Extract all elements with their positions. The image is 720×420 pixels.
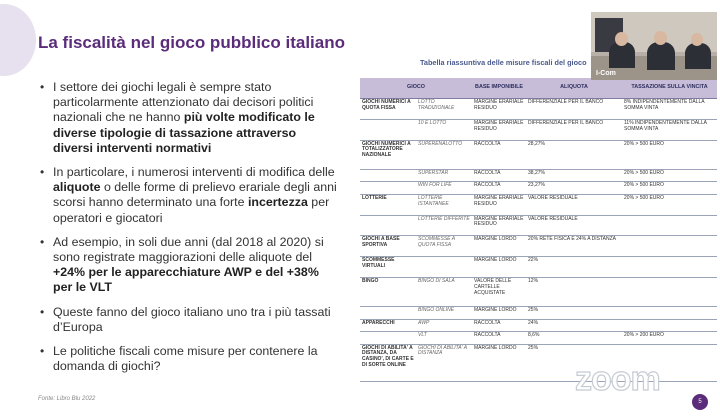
- cell-game: BINGO ONLINE: [416, 306, 472, 319]
- header-tassazione: TASSAZIONE SULLA VINCITA: [622, 78, 717, 99]
- bullet-item: [38, 344, 338, 374]
- cell-winnings-tax: [622, 236, 717, 257]
- source-note: Fonte: Libro Blu 2022: [38, 396, 96, 402]
- cell-rate: 25%: [526, 344, 622, 381]
- cell-category: LOTTERIE: [360, 194, 416, 215]
- cell-rate: 28,27%: [526, 140, 622, 169]
- cell-game: SCOMMESSE A QUOTA FISSA: [416, 236, 472, 257]
- bullet-item: [38, 305, 338, 335]
- bullet-item: [38, 235, 338, 296]
- table-row: [360, 332, 717, 345]
- participant-3: [685, 43, 711, 69]
- header-gioco: GIOCO: [360, 78, 472, 99]
- table-row: [360, 194, 717, 215]
- cell-category: GIOCHI A BASE SPORTIVA: [360, 236, 416, 257]
- bullet-bold-text: +24% per le apparecchiature AWP e del +38% per le VLT: [53, 265, 319, 295]
- table-row: [360, 236, 717, 257]
- participant-video[interactable]: [591, 12, 717, 80]
- cell-game: WIN FOR LIFE: [416, 182, 472, 195]
- cell-winnings-tax: [622, 319, 717, 332]
- table-row: [360, 257, 717, 278]
- cell-category: [360, 306, 416, 319]
- cell-tax-base: RACCOLTA: [472, 169, 526, 182]
- bullet-list: [38, 80, 338, 383]
- table-row: [360, 99, 717, 120]
- header-base-imponibile: BASE IMPONIBILE: [472, 78, 526, 99]
- table-title: Tabella riassuntiva delle misure fiscali del gioco: [420, 58, 587, 67]
- bullet-dot: •: [40, 80, 45, 94]
- bullet-bold-text: aliquote: [53, 180, 101, 195]
- cell-category: GIOCHI NUMERICI A TOTALIZZATORE NAZIONALE: [360, 140, 416, 169]
- cell-rate: DIFFERENZIALE PER IL BANCO: [526, 119, 622, 140]
- cell-tax-base: RACCOLTA: [472, 319, 526, 332]
- cell-category: BINGO: [360, 277, 416, 306]
- cell-rate: 20% RETE FISICA E 24% A DISTANZA: [526, 236, 622, 257]
- table-row: [360, 182, 717, 195]
- cell-tax-base: MARGINE ERARIALE RESIDUO: [472, 215, 526, 236]
- cell-game: BINGO DI SALA: [416, 277, 472, 306]
- cell-category: SCOMMESSE VIRTUALI: [360, 257, 416, 278]
- cell-winnings-tax: 11% INDIPENDENTEMENTE DALLA SOMMA VINTA: [622, 119, 717, 140]
- cell-tax-base: MARGINE LORDO: [472, 236, 526, 257]
- cell-category: [360, 332, 416, 345]
- cell-category: [360, 215, 416, 236]
- cell-rate: 25%: [526, 306, 622, 319]
- table-row: [360, 277, 717, 306]
- cell-rate: 22%: [526, 257, 622, 278]
- cell-rate: VALORE RESIDUALE: [526, 194, 622, 215]
- cell-rate: 8,6%: [526, 332, 622, 345]
- bullet-text: In particolare, i numerosi interventi di modifica delle: [53, 165, 335, 180]
- bullet-item: [38, 80, 338, 156]
- cell-tax-base: VALORE DELLE CARTELLE ACQUISTATE: [472, 277, 526, 306]
- bullet-dot: •: [40, 304, 45, 319]
- table-row: [360, 140, 717, 169]
- table-row: [360, 119, 717, 140]
- header-aliquota: ALIQUOTA: [526, 78, 622, 99]
- participant-2: [647, 42, 675, 70]
- cell-category: APPARECCHI: [360, 319, 416, 332]
- cell-rate: DIFFERENZIALE PER IL BANCO: [526, 99, 622, 120]
- bullet-text: I settore dei giochi legali è sempre stato particolarmente attenzionato dai decisori politici nazionali che ne hanno: [53, 80, 314, 125]
- cell-tax-base: MARGINE LORDO: [472, 306, 526, 319]
- fiscal-measures-table: [360, 78, 717, 382]
- cell-game: LOTTO TRADIZIONALE: [416, 99, 472, 120]
- cell-rate: 24%: [526, 319, 622, 332]
- cell-game: 10 E LOTTO: [416, 119, 472, 140]
- bullet-dot: •: [40, 234, 45, 249]
- cell-winnings-tax: 20% > 500 EURO: [622, 140, 717, 169]
- cell-game: SUPERENALOTTO: [416, 140, 472, 169]
- cell-game: [416, 257, 472, 278]
- cell-tax-base: MARGINE ERARIALE RESIDUO: [472, 99, 526, 120]
- cell-game: SUPERSTAR: [416, 169, 472, 182]
- cell-rate: VALORE RESIDUALE: [526, 215, 622, 236]
- participant-3-head: [691, 33, 703, 46]
- bullet-item: [38, 165, 338, 226]
- cell-winnings-tax: [622, 257, 717, 278]
- cell-game: LOTTERIE ISTANTANEE: [416, 194, 472, 215]
- decorative-shape: [0, 4, 36, 76]
- bullet-text: o delle forme di prelievo erariale degli anni scorsi hanno determinato una forte: [53, 180, 337, 210]
- page-number: 5: [692, 394, 708, 410]
- cell-tax-base: MARGINE ERARIALE RESIDUO: [472, 119, 526, 140]
- cell-category: [360, 119, 416, 140]
- cell-winnings-tax: 20% > 500 EURO: [622, 182, 717, 195]
- cell-game: VLT: [416, 332, 472, 345]
- cell-tax-base: MARGINE LORDO: [472, 257, 526, 278]
- bullet-dot: •: [40, 165, 45, 180]
- bullet-dot: •: [40, 344, 45, 359]
- cell-tax-base: RACCOLTA: [472, 182, 526, 195]
- cell-tax-base: RACCOLTA: [472, 140, 526, 169]
- table-row: [360, 306, 717, 319]
- cell-winnings-tax: [622, 306, 717, 319]
- table-row: [360, 344, 717, 381]
- participant-1-head: [615, 32, 628, 46]
- cell-category: GIOCHI NUMERICI A QUOTA FISSA: [360, 99, 416, 120]
- bullet-text: Ad esempio, in soli due anni (dal 2018 al 2020) si sono registrate maggiorazioni delle aliquote del: [53, 234, 324, 265]
- cell-winnings-tax: [622, 215, 717, 236]
- cell-rate: 38,27%: [526, 169, 622, 182]
- slide-title: La fiscalità nel gioco pubblico italiano: [38, 33, 345, 52]
- cell-category: [360, 182, 416, 195]
- cell-winnings-tax: 20% > 200 EURO: [622, 332, 717, 345]
- cell-game: LOTTERIE DIFFERITE: [416, 215, 472, 236]
- cell-category: [360, 169, 416, 182]
- cell-tax-base: MARGINE ERARIALE RESIDUO: [472, 194, 526, 215]
- cell-rate: 12%: [526, 277, 622, 306]
- cell-tax-base: MARGINE LORDO: [472, 344, 526, 381]
- bullet-text: Queste fanno del gioco italiano uno tra i più tassati d’Europa: [53, 304, 331, 334]
- zoom-watermark: zoom: [575, 360, 660, 398]
- participant-2-head: [654, 31, 667, 45]
- table-header-row: [360, 78, 717, 99]
- cell-game: AWP: [416, 319, 472, 332]
- cell-tax-base: RACCOLTA: [472, 332, 526, 345]
- cell-winnings-tax: 20% > 500 EURO: [622, 194, 717, 215]
- bullet-text: Le politiche fiscali come misure per contenere la domanda di giochi?: [53, 344, 318, 374]
- table-row: [360, 215, 717, 236]
- video-label: I-Com: [596, 70, 616, 77]
- cell-winnings-tax: 20% > 500 EURO: [622, 169, 717, 182]
- cell-rate: 23,27%: [526, 182, 622, 195]
- cell-winnings-tax: 8% INDIPENDENTEMENTE DALLA SOMMA VINTA: [622, 99, 717, 120]
- table-row: [360, 169, 717, 182]
- bullet-bold-text: più volte modificato le diverse tipologie di tassazione attraverso diversi interventi normativi: [53, 110, 315, 155]
- table-row: [360, 319, 717, 332]
- bullet-bold-text: incertezza: [247, 195, 308, 210]
- cell-game: GIOCHI DI ABILITA' A DISTANZA: [416, 344, 472, 381]
- cell-winnings-tax: [622, 277, 717, 306]
- cell-category: GIOCHI DI ABILITA' A DISTANZA, DA CASINO', DI CARTE E DI SORTE ONLINE: [360, 344, 416, 381]
- bullet-text: per operatori e giocatori: [53, 195, 330, 225]
